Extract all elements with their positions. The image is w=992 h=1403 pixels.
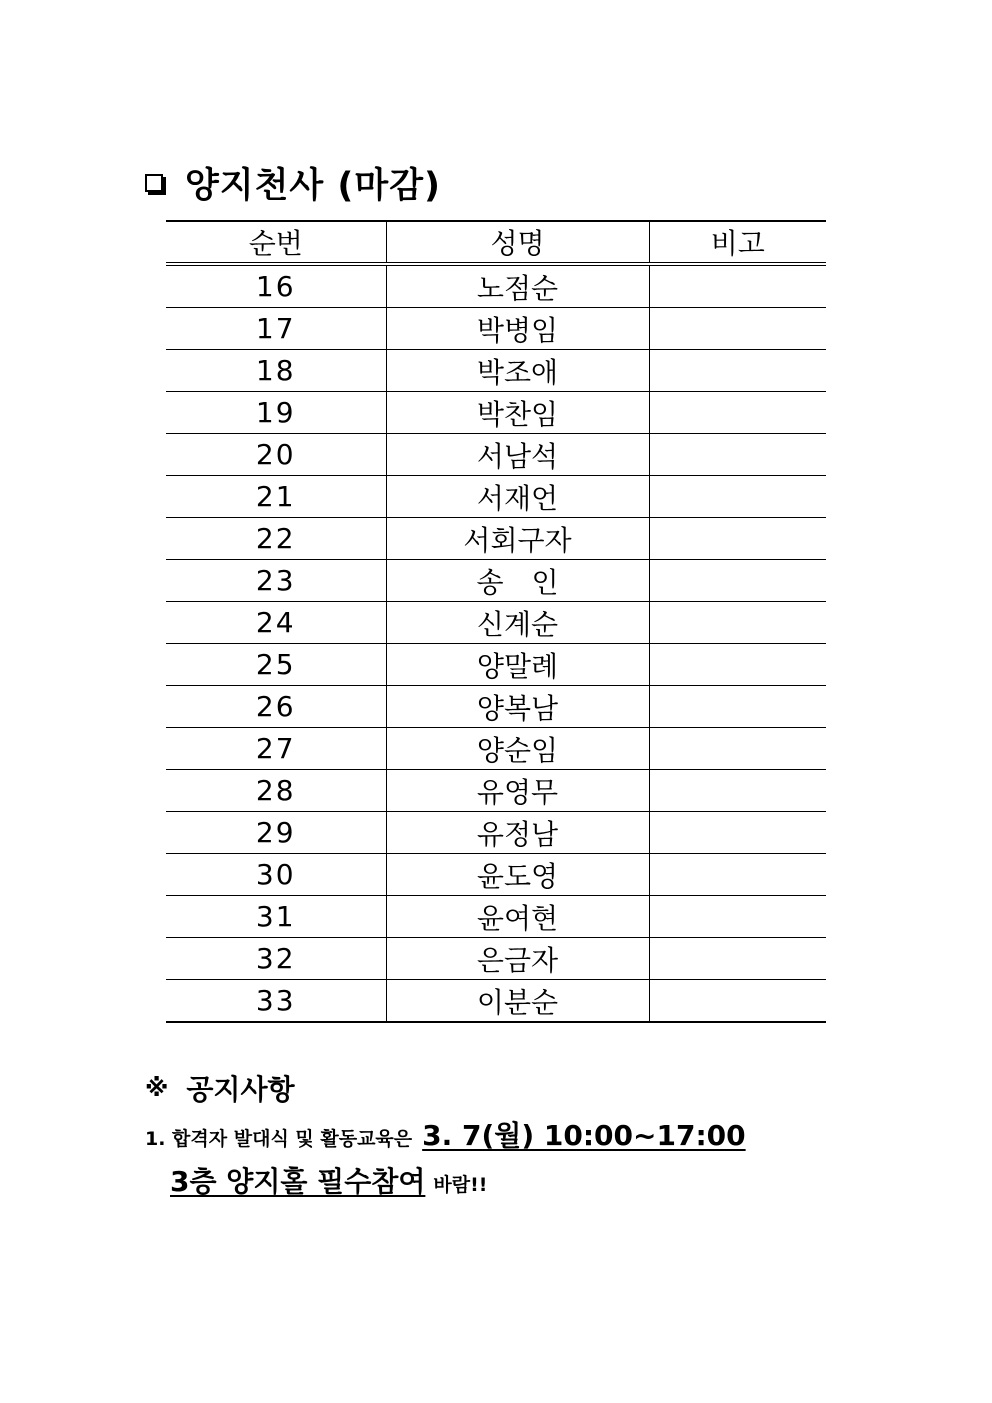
cell-number: 17 (166, 308, 386, 350)
cell-name: 신계순 (386, 602, 649, 644)
cell-name: 이분순 (386, 980, 649, 1023)
cell-number: 21 (166, 476, 386, 518)
table-row (166, 350, 826, 392)
table-row (166, 938, 826, 980)
table-row (166, 980, 826, 1023)
table-row (166, 476, 826, 518)
cell-number: 26 (166, 686, 386, 728)
cell-number: 32 (166, 938, 386, 980)
cell-note (649, 686, 826, 728)
table-row (166, 770, 826, 812)
notice-line1-prefix: 1. 합격자 발대식 및 활동교육은 (145, 1128, 413, 1150)
cell-number: 28 (166, 770, 386, 812)
cell-note (649, 264, 826, 308)
table-row (166, 602, 826, 644)
cell-name: 박조애 (386, 350, 649, 392)
cell-name: 윤도영 (386, 854, 649, 896)
table-row (166, 644, 826, 686)
cell-name: 서재언 (386, 476, 649, 518)
reference-mark-icon: ※ (145, 1074, 169, 1102)
cell-name: 서남석 (386, 434, 649, 476)
table-row (166, 686, 826, 728)
cell-note (649, 938, 826, 980)
table-header-row (166, 221, 826, 264)
document-title: 양지천사 (마감) (185, 166, 442, 206)
cell-note (649, 560, 826, 602)
table-row (166, 518, 826, 560)
cell-note (649, 518, 826, 560)
table-row (166, 728, 826, 770)
cell-number: 20 (166, 434, 386, 476)
cell-note (649, 476, 826, 518)
cell-number: 18 (166, 350, 386, 392)
cell-number: 16 (166, 264, 386, 308)
roster-body (166, 264, 826, 1022)
cell-name: 윤여현 (386, 896, 649, 938)
cell-name: 양순임 (386, 728, 649, 770)
cell-name: 유영무 (386, 770, 649, 812)
cell-number: 30 (166, 854, 386, 896)
table-row (166, 392, 826, 434)
cell-note (649, 896, 826, 938)
cell-note (649, 980, 826, 1023)
cell-number: 22 (166, 518, 386, 560)
cell-note (649, 728, 826, 770)
cell-note (649, 392, 826, 434)
table-row (166, 854, 826, 896)
cell-note (649, 434, 826, 476)
cell-note (649, 812, 826, 854)
cell-note (649, 854, 826, 896)
cell-note (649, 770, 826, 812)
cell-name: 노점순 (386, 264, 649, 308)
cell-number: 19 (166, 392, 386, 434)
cell-note (649, 308, 826, 350)
notice-heading-text: 공지사항 (186, 1073, 295, 1106)
cell-number: 24 (166, 602, 386, 644)
table-row (166, 434, 826, 476)
cell-number: 27 (166, 728, 386, 770)
document-title-row (145, 160, 441, 206)
cell-name: 유정남 (386, 812, 649, 854)
column-header-number: 순번 (166, 221, 386, 264)
cell-name: 양말례 (386, 644, 649, 686)
cell-number: 29 (166, 812, 386, 854)
table-row (166, 264, 826, 308)
table-row (166, 812, 826, 854)
table-row (166, 560, 826, 602)
notice-heading (145, 1068, 295, 1108)
cell-number: 23 (166, 560, 386, 602)
cell-note (649, 602, 826, 644)
notice-date-time: 3. 7(월) 10:00~17:00 (422, 1119, 746, 1152)
cell-name: 박찬임 (386, 392, 649, 434)
cell-number: 33 (166, 980, 386, 1023)
roster-table (166, 220, 826, 1023)
notice-line-2 (170, 1160, 487, 1200)
cell-number: 31 (166, 896, 386, 938)
cell-name: 양복남 (386, 686, 649, 728)
notice-line2-suffix: 바람!! (433, 1174, 488, 1196)
cell-name: 박병임 (386, 308, 649, 350)
cell-name: 송 인 (386, 560, 649, 602)
checkbox-bullet-icon (145, 174, 163, 192)
table-row (166, 308, 826, 350)
column-header-note: 비고 (649, 221, 826, 264)
column-header-name: 성명 (386, 221, 649, 264)
notice-line-1 (145, 1114, 746, 1154)
cell-number: 25 (166, 644, 386, 686)
cell-name: 은금자 (386, 938, 649, 980)
cell-note (649, 350, 826, 392)
notice-location: 3층 양지홀 필수참여 (170, 1165, 426, 1198)
table-row (166, 896, 826, 938)
cell-name: 서회구자 (386, 518, 649, 560)
cell-note (649, 644, 826, 686)
